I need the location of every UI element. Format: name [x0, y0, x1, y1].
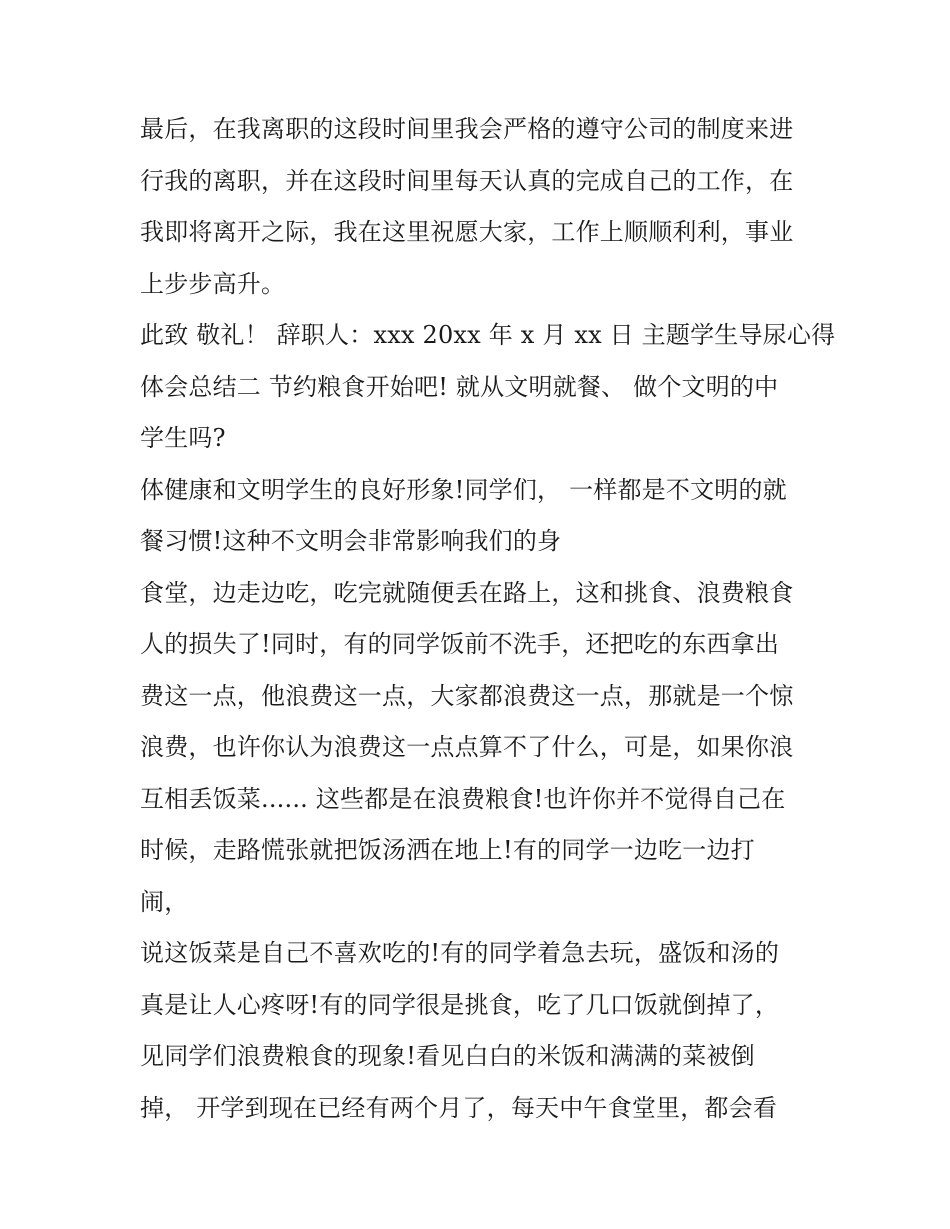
text-line: 闹，	[140, 887, 189, 916]
text-line: 学生吗?	[140, 424, 226, 452]
text-line: 餐习惯!这种不文明会非常影响我们的身	[140, 527, 562, 555]
text-line: 体会总结二 节约粮食开始吧! 就从文明就餐、 做个文明的中	[140, 372, 779, 401]
text-line: 掉， 开学到现在已经有两个月了，每天中午食堂里，都会看	[140, 1093, 778, 1122]
text-line: 互相丢饭菜...... 这些都是在浪费粮食!也许你并不觉得自己在	[140, 784, 786, 813]
text-line: 此致 敬礼！ 辞职人：xxx 20xx 年 x 月 xx 日 主题学生导尿心得	[140, 321, 836, 349]
text-line: 费这一点，他浪费这一点，大家都浪费这一点，那就是一个惊	[140, 681, 794, 710]
text-line: 说这饭菜是自己不喜欢吃的!有的同学着急去玩，盛饭和汤的	[140, 939, 780, 967]
text-line: 时候，走路慌张就把饭汤洒在地上!有的同学一边吃一边打	[140, 836, 755, 864]
text-line: 上步步高升。	[140, 269, 286, 298]
text-line: 食堂，边走边吃，吃完就随便丢在路上，这和挑食、浪费粮食	[140, 578, 794, 607]
text-line: 真是让人心疼呀!有的同学很是挑食，吃了几口饭就倒掉了，	[140, 990, 780, 1019]
text-line: 浪费，也许你认为浪费这一点点算不了什么，可是，如果你浪	[140, 733, 794, 761]
text-line: 见同学们浪费粮食的现象!看见白白的米饭和满满的菜被倒	[140, 1042, 755, 1070]
text-line: 最后，在我离职的这段时间里我会严格的遵守公司的制度来进	[140, 115, 794, 143]
document-body	[140, 104, 836, 1134]
text-line: 我即将离开之际，我在这里祝愿大家，工作上顺顺利利，事业	[140, 218, 794, 246]
text-line: 体健康和文明学生的良好形象!同学们， 一样都是不文明的就	[140, 475, 787, 504]
text-line: 人的损失了!同时，有的同学饭前不洗手，还把吃的东西拿出	[140, 630, 780, 658]
text-line: 行我的离职，并在这段时间里每天认真的完成自己的工作，在	[140, 166, 794, 195]
